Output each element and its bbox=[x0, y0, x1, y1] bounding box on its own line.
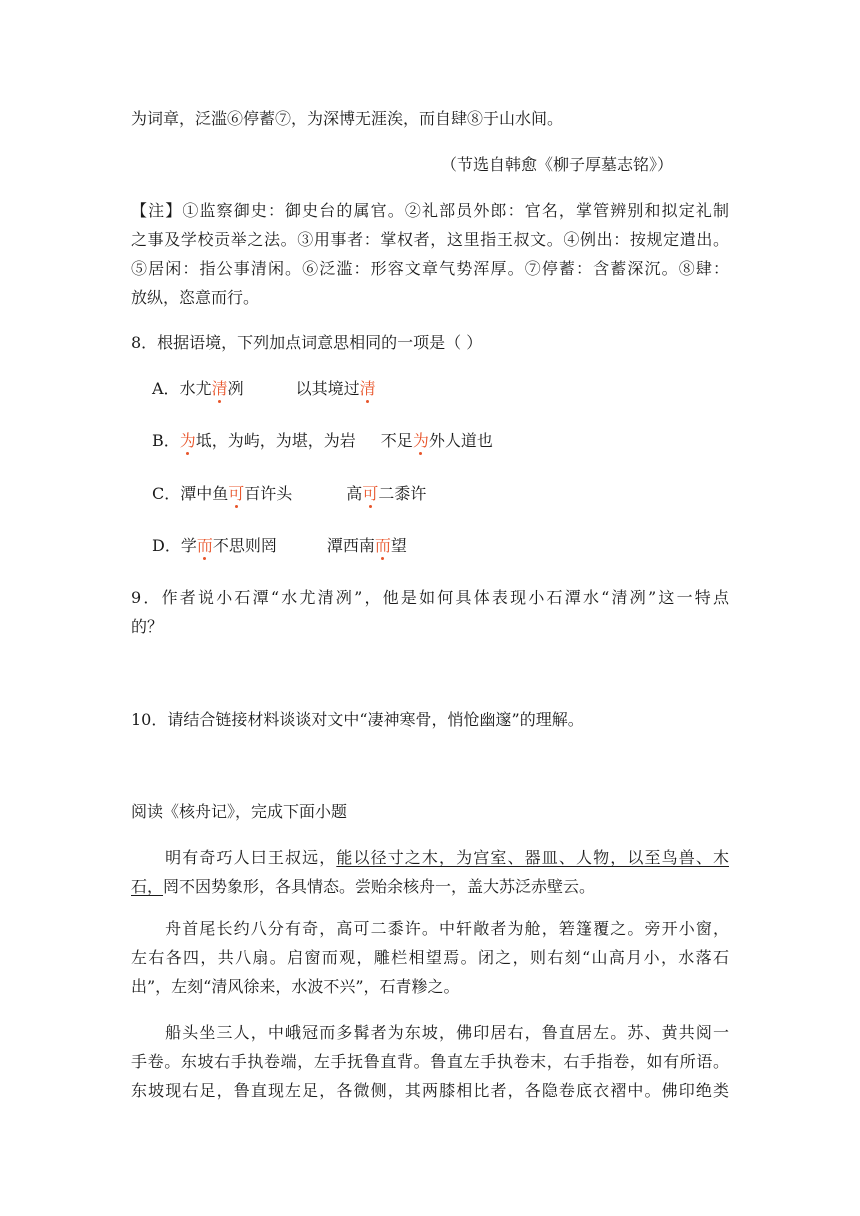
dotted-word: 可 bbox=[362, 484, 379, 503]
reading-line: 明有奇巧人曰王叔远，能以径寸之木，为宫室、器皿、人物，以至鸟兽、木 bbox=[164, 848, 729, 867]
passage-line: 为词章，泛滥⑥停蓄⑦，为深博无涯涘，而自肆⑧于山水间。 bbox=[131, 109, 564, 128]
question-9-stem-cont: 的？ bbox=[131, 617, 164, 636]
dotted-word: 为 bbox=[179, 431, 196, 450]
reading-line: 舟首尾长约八分有奇，高可二黍许。中轩敞者为舱，箬篷覆之。旁开小窗， bbox=[164, 919, 729, 938]
option-label: D． bbox=[152, 536, 181, 555]
option-d[interactable]: D．学而不思则罔 潭西南而望 bbox=[152, 536, 407, 555]
question-10-stem: 10．请结合链接材料谈谈对文中“凄神寒骨，悄怆幽邃”的理解。 bbox=[131, 710, 584, 729]
option-label: C． bbox=[152, 484, 181, 503]
dotted-word: 为 bbox=[412, 431, 429, 450]
reading-line: 东坡现右足，鲁直现左足，各微侧，其两膝相比者，各隐卷底衣褶中。佛印绝类 bbox=[131, 1081, 729, 1100]
question-8-stem: 8．根据语境，下列加点词意思相同的一项是（ ） bbox=[131, 333, 483, 352]
option-c[interactable]: C．潭中鱼可百许头 高可二黍许 bbox=[152, 484, 427, 503]
dotted-word: 清 bbox=[359, 379, 376, 398]
dotted-word: 清 bbox=[211, 379, 228, 398]
underlined-text: 能以径寸之木，为宫室、器皿、人物，以至鸟兽、木 bbox=[336, 848, 729, 867]
reading-line: 手卷。东坡右手执卷端，左手抚鲁直背。鲁直左手执卷末，右手指卷，如有所语。 bbox=[131, 1052, 729, 1071]
reading-intro: 阅读《核舟记》，完成下面小题 bbox=[131, 802, 348, 821]
note-line: 放纵，恣意而行。 bbox=[131, 288, 260, 307]
underlined-text: 石， bbox=[131, 877, 164, 896]
passage-source: （节选自韩愈《柳子厚墓志铭》） bbox=[441, 155, 674, 174]
dotted-word: 而 bbox=[374, 536, 391, 555]
reading-line: 出”，左刻“清风徐来，水波不兴”，石青糁之。 bbox=[131, 977, 460, 996]
question-9-stem: 9．作者说小石潭“水尤清冽”，他是如何具体表现小石潭水“清冽”这一特点 bbox=[131, 588, 729, 607]
dotted-word: 可 bbox=[228, 484, 245, 503]
note-line: ⑤居闲：指公事清闲。⑥泛滥：形容文章气势浑厚。⑦停蓄：含蓄深沉。⑧肆： bbox=[131, 259, 729, 278]
reading-line: 左右各四，共八扇。启窗而观，雕栏相望焉。闭之，则右刻“山高月小，水落石 bbox=[131, 948, 729, 967]
note-line: 【注】①监察御史：御史台的属官。②礼部员外郎：官名，掌管辨别和拟定礼制 bbox=[131, 201, 729, 220]
option-label: B． bbox=[152, 431, 180, 450]
reading-line: 船头坐三人，中峨冠而多髯者为东坡，佛印居右，鲁直居左。苏、黄共阅一 bbox=[164, 1023, 729, 1042]
option-b[interactable]: B．为坻，为屿，为堪，为岩 不足为外人道也 bbox=[152, 431, 493, 450]
note-line: 之事及学校贡举之法。③用事者：掌权者，这里指王叔文。④例出：按规定遣出。 bbox=[131, 230, 729, 249]
reading-line: 石，罔不因势象形，各具情态。尝贻余核舟一，盖大苏泛赤壁云。 bbox=[131, 877, 596, 896]
option-label: A． bbox=[152, 379, 180, 398]
option-a[interactable]: A．水尤清冽 以其境过清 bbox=[152, 379, 376, 398]
dotted-word: 而 bbox=[196, 536, 213, 555]
